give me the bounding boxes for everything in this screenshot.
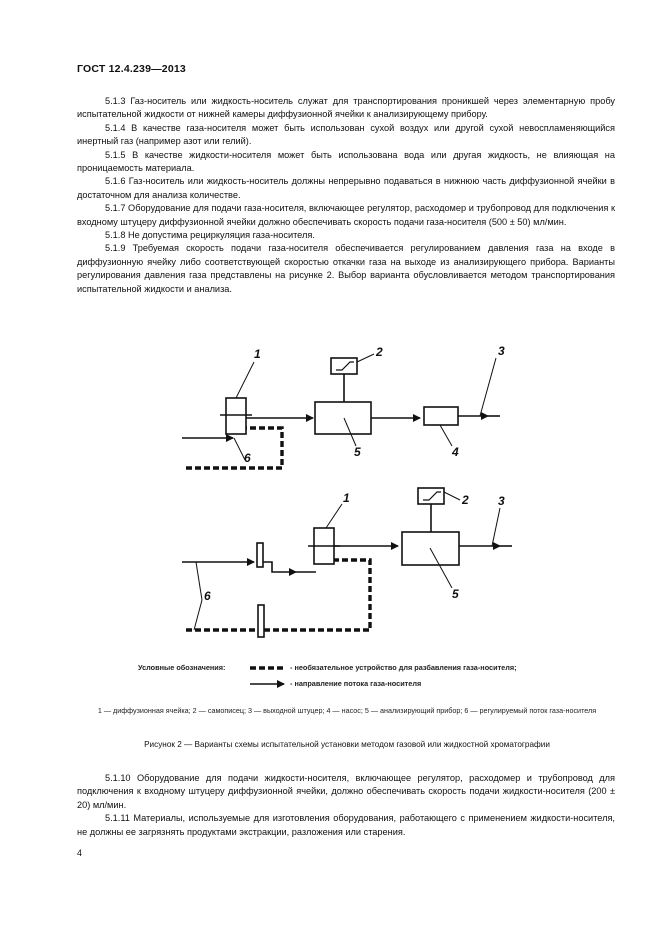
paragraph-5-1-5: 5.1.5 В качестве жидкости-носителя может быть использована вода или другая жидкость, не влияющая на проницаемость материала. xyxy=(77,149,615,174)
legend-symbols xyxy=(250,668,286,684)
paragraph-5-1-8: 5.1.8 Не допустима рециркуляция газа-носителя. xyxy=(105,230,315,241)
label-2-a: 2 xyxy=(376,345,383,359)
pump-a xyxy=(424,407,458,425)
figure-title: Рисунок 2 — Варианты схемы испытательной установки методом газовой или жидкостной хроматографии xyxy=(144,740,550,749)
labels-variant-b xyxy=(204,491,505,603)
label-1-b: 1 xyxy=(343,491,350,505)
legend-title: Условные обозначения: xyxy=(138,663,226,672)
diffusion-cell-a xyxy=(226,398,246,434)
scheme-variant-b xyxy=(182,488,512,637)
label-3-a: 3 xyxy=(498,344,505,358)
analyzer-a xyxy=(315,402,371,434)
paragraph-5-1-9: 5.1.9 Требуемая скорость подачи газа-носителя обеспечивается регулированием давления газа на входе в диффузионную ячейку либо соответствующей скоростью откачки газа на выходе из анализирующего прибора. Варианты регулирования давления газа представлены на рисунке 2. Выбор варианта обусловливается методом транспортирования испытательной жидкости и анализа. xyxy=(77,243,615,294)
document-header: ГОСТ 12.4.239—2013 xyxy=(77,63,186,75)
label-5-b: 5 xyxy=(452,587,459,601)
paragraph-5-1-10: 5.1.10 Оборудование для подачи жидкости-носителя, включающее регулятор, расходомер и трубопровод для подключения к входному штуцеру диффузионной ячейки, должно обеспечивать скорость подачи жидкости-носителя (200 ± 20) мл/мин. xyxy=(77,773,615,810)
label-1-a: 1 xyxy=(254,347,261,361)
figure-caption: 1 — диффузионная ячейка; 2 — самописец; 3 — выходной штуцер; 4 — насос; 5 — анализирующий прибор; 6 — регулируемый поток газа-носителя xyxy=(97,706,597,715)
label-2-b: 2 xyxy=(462,493,469,507)
label-6-b: 6 xyxy=(204,589,211,603)
valve-lower xyxy=(258,605,264,637)
paragraph-5-1-4: 5.1.4 В качестве газа-носителя может быть использован сухой воздух или другой сухой невоспламеняющийся инертный газ (например азот или гелий). xyxy=(77,122,615,147)
text-block-bottom xyxy=(77,772,615,839)
legend-dashed-text: - необязательное устройство для разбавления газа-носителя; xyxy=(290,663,517,672)
page-number: 4 xyxy=(77,848,83,858)
paragraph-5-1-7: 5.1.7 Оборудование для подачи газа-носителя, включающее регулятор, расходомер и трубопровод для подключения к входному штуцеру диффузионной ячейки должно обеспечивать скорость подачи газа-носителя (500 ± 50) мл/мин. xyxy=(77,203,615,227)
paragraph-5-1-6: 5.1.6 Газ-носитель или жидкость-носитель должны непрерывно подаваться в нижнюю часть диффузионной ячейки в достаточном для анализа количестве. xyxy=(77,176,615,200)
legend-arrow-text: - направление потока газа-носителя xyxy=(290,679,422,688)
label-4: 4 xyxy=(452,445,459,459)
label-6-a: 6 xyxy=(244,451,251,465)
dilution-return-b xyxy=(264,560,370,630)
label-3-b: 3 xyxy=(498,494,505,508)
valve-to-cell xyxy=(263,562,296,572)
paragraph-5-1-11: 5.1.11 Материалы, используемые для изготовления оборудования, работающего с применением жидкости-носителя, не должны ее загрязнять продуктами экстракции, разложения или старения. xyxy=(77,813,615,837)
recorder-a xyxy=(331,358,357,374)
paragraph-5-1-3: 5.1.3 Газ-носитель или жидкость-носитель служат для транспортирования проникшей через элементарную пробу испытательной жидкости от нижней камеры диффузионной ячейки к анализирующему прибору. xyxy=(77,96,615,120)
valve-upper xyxy=(257,543,263,567)
recorder-b xyxy=(418,488,444,504)
label-5-a: 5 xyxy=(354,445,361,459)
